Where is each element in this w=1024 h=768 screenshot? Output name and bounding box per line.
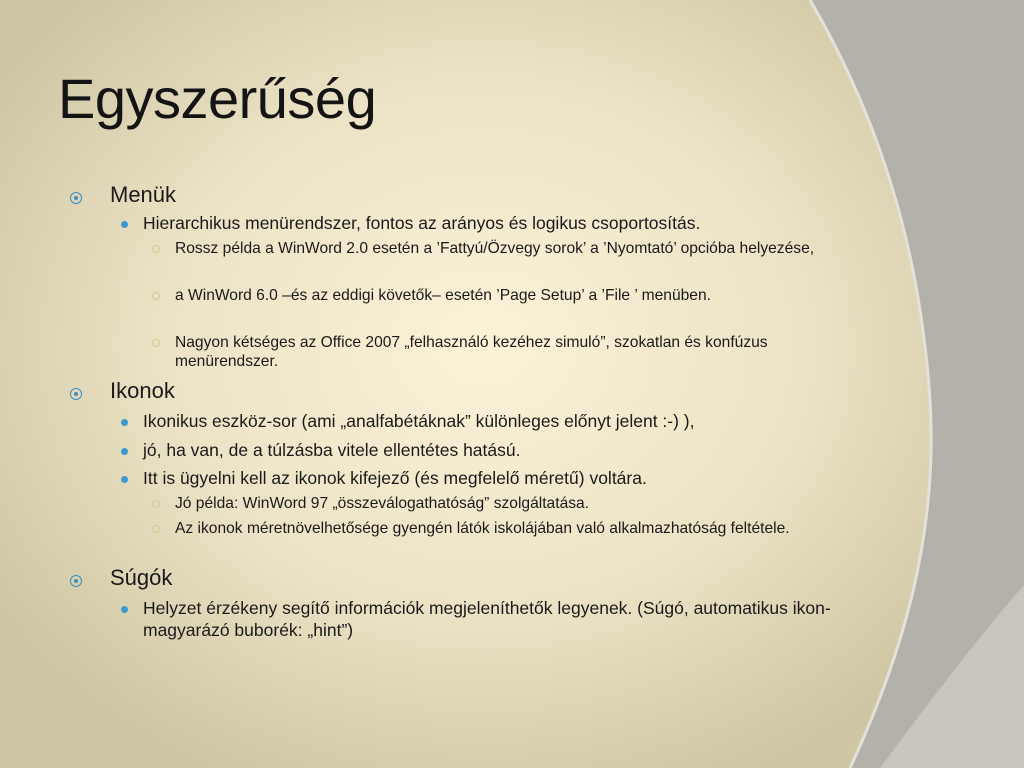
list-item: Ikonikus eszköz-sor (ami „analfabétáknak” különleges előnyt jelent :-) ), (143, 411, 695, 431)
list-item: Itt is ügyelni kell az ikonok kifejező (és megfelelő méretű) voltára. (143, 468, 647, 488)
sub-bullet-icon (152, 245, 160, 253)
sub-list-item: a WinWord 6.0 –és az eddigi követők– esetén ’Page Setup’ a ’File ’ menüben. (175, 287, 711, 304)
bullet-icon (121, 448, 128, 455)
sub-bullet-icon (152, 292, 160, 300)
list-item: jó, ha van, de a túlzásba vitele ellentétes hatású. (143, 440, 521, 460)
section-bullet-icon (70, 388, 82, 400)
sub-list-item: Rossz példa a WinWord 2.0 esetén a ’Fattyú/Özvegy sorok’ a ’Nyomtató’ opcióba helyezése, (175, 240, 815, 257)
section-heading-sugok: Súgók (110, 565, 173, 590)
sub-list-item: Az ikonok méretnövelhetősége gyengén látók iskolájában való alkalmazhatóság feltétele. (175, 520, 790, 537)
sub-bullet-icon (152, 339, 160, 347)
section-heading-ikonok: Ikonok (110, 378, 175, 403)
list-item: Helyzet érzékeny segítő információk megjeleníthetők legyenek. (Súgó, automatikus ikon-magyarázó buborék: „hint”) (143, 598, 831, 640)
sub-bullet-icon (152, 525, 160, 533)
sub-bullet-icon (152, 500, 160, 508)
bullet-icon (121, 606, 128, 613)
list-item: Hierarchikus menürendszer, fontos az arányos és logikus csoportosítás. (143, 213, 701, 233)
sub-list-item: Nagyon kétséges az Office 2007 „felhasználó kezéhez simuló”, szokatlan és konfúzus menürendszer. (175, 334, 768, 370)
section-bullet-icon (70, 192, 82, 204)
sub-list-item: Jó példa: WinWord 97 „összeválogathatóság” szolgáltatása. (175, 495, 590, 512)
bullet-icon (121, 419, 128, 426)
bullet-icon (121, 221, 128, 228)
slide-title: Egyszerűség (58, 67, 377, 130)
section-heading-menuk: Menük (110, 182, 177, 207)
bullet-icon (121, 476, 128, 483)
section-bullet-icon (70, 575, 82, 587)
